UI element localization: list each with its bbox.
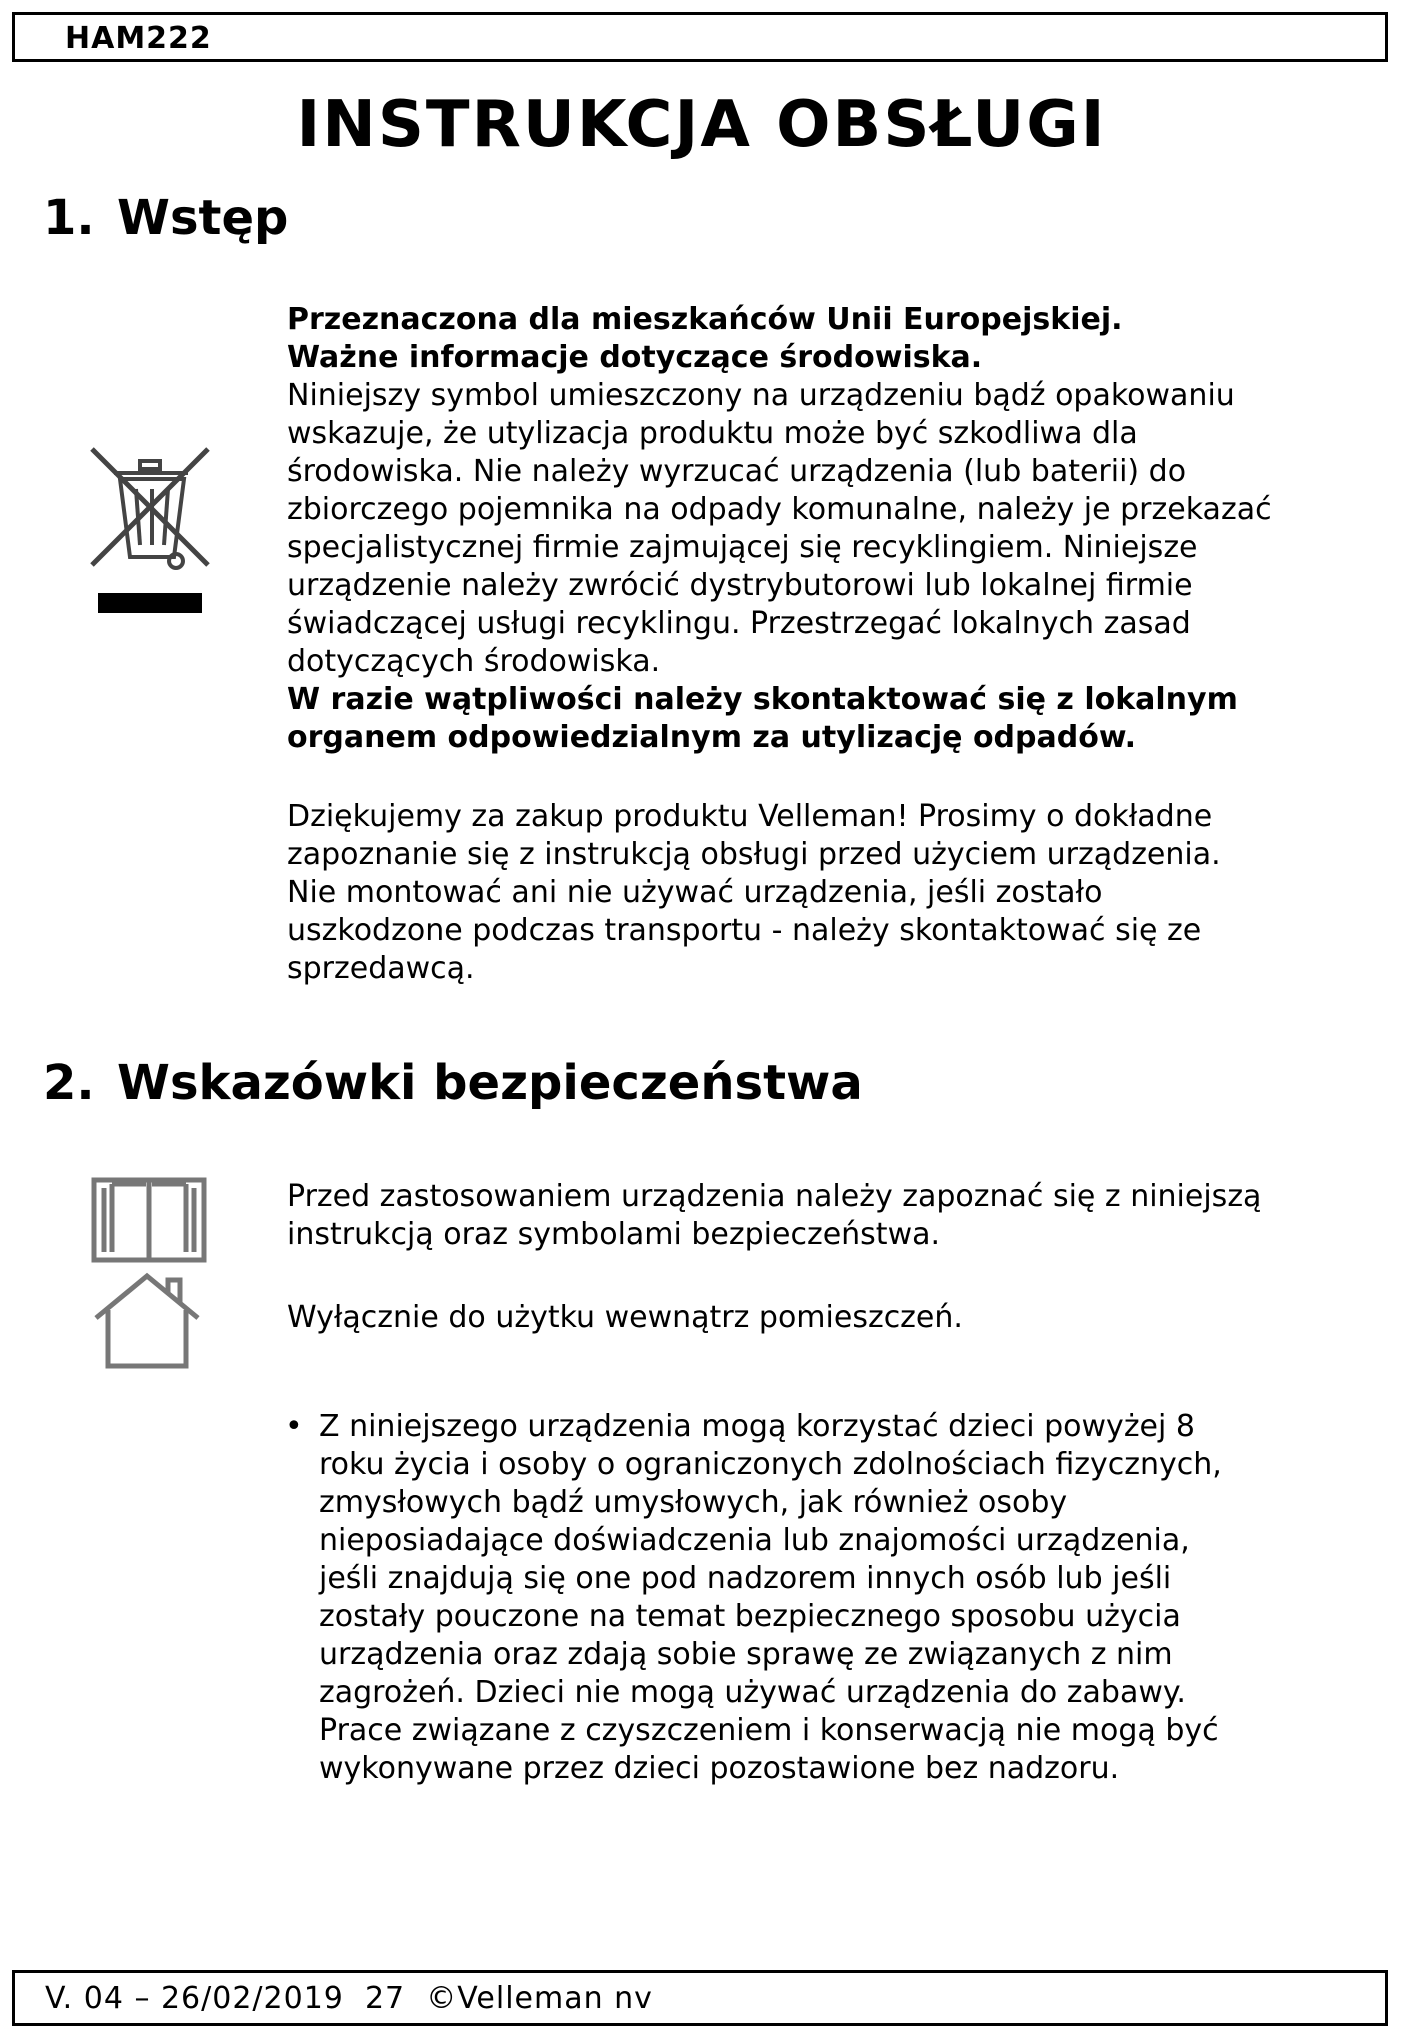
thank-you-paragraph xyxy=(287,798,1347,988)
indoor-use-note xyxy=(287,1299,1347,1337)
read-manual-text: Przed zastosowaniem urządzenia należy zapoznać się z niniejszą instrukcją oraz symbolami bezpieczeństwa. xyxy=(287,1179,1262,1252)
open-book-icon xyxy=(90,1172,208,1264)
disposal-warning: W razie wątpliwości należy skontaktować się z lokalnym organem odpowiedzialnym za utylizację odpadów. xyxy=(287,682,1238,755)
bullet-marker: • xyxy=(285,1409,303,1444)
section-heading-safety xyxy=(43,1055,863,1111)
indoor-use-text: Wyłącznie do użytku wewnątrz pomieszczeń. xyxy=(287,1300,963,1335)
section-heading-intro xyxy=(43,190,288,246)
section-title: Wskazówki bezpieczeństwa xyxy=(117,1055,863,1111)
document-title: INSTRUKCJA OBSŁUGI xyxy=(296,88,1107,162)
section-number: 2. xyxy=(43,1055,95,1111)
house-icon xyxy=(90,1272,204,1372)
environment-text: Niniejszy symbol umieszczony na urządzeniu bądź opakowaniu wskazuje, że utylizacja produktu może być szkodliwa dla środowiska. Nie należy wyrzucać urządzenia (lub baterii) do zbiorczego pojemnika na odpady komunalne, należy je przekazać specjalistycznej firmie zajmującej się recyklingiem. Niniejsze urządzenie należy zwrócić dystrybutorowi lub lokalnej firmie świadczącej usługi recyklingu. Przestrzegać lokalnych zasad dotyczących środowiska. xyxy=(287,378,1272,679)
children-safety-bullet xyxy=(285,1408,1345,1788)
section-number: 1. xyxy=(43,190,95,246)
children-safety-text: Z niniejszego urządzenia mogą korzystać dzieci powyżej 8 roku życia i osoby o ograniczonych zdolnościach fizycznych, zmysłowych bądź umysłowych, jak również osoby nieposiadające doświadczenia lub znajomości urządzenia, jeśli znajdują się one pod nadzorem innych osób lub jeśli zostały pouczone na temat bezpiecznego sposobu użycia urządzenia oraz zdają sobie sprawę ze związanych z nim zagrożeń. Dzieci nie mogą używać urządzenia do zabawy. Prace związane z czyszczeniem i konserwacją nie mogą być wykonywane przez dzieci pozostawione bez nadzoru. xyxy=(319,1409,1222,1786)
model-code: HAM222 xyxy=(65,21,212,56)
footer-version-text: V. 04 – 26/02/2019 27 ©Velleman nv xyxy=(45,1981,653,2016)
crossed-out-wheelie-bin-icon xyxy=(84,445,216,620)
read-manual-note xyxy=(287,1178,1347,1254)
eu-residents-line: Przeznaczona dla mieszkańców Unii Europejskiej. xyxy=(287,302,1123,337)
environment-heading: Ważne informacje dotyczące środowiska. xyxy=(287,340,983,375)
footer-bar xyxy=(12,1970,1388,2026)
section-title: Wstęp xyxy=(117,190,289,246)
thank-you-text: Dziękujemy za zakup produktu Velleman! Prosimy o dokładne zapoznanie się z instrukcją obsługi przed użyciem urządzenia. Nie montować ani nie używać urządzenia, jeśli zostało uszkodzone podczas transportu - należy skontaktować się ze sprzedawcą. xyxy=(287,799,1221,986)
header-bar xyxy=(12,12,1388,62)
weee-notice xyxy=(287,301,1347,757)
